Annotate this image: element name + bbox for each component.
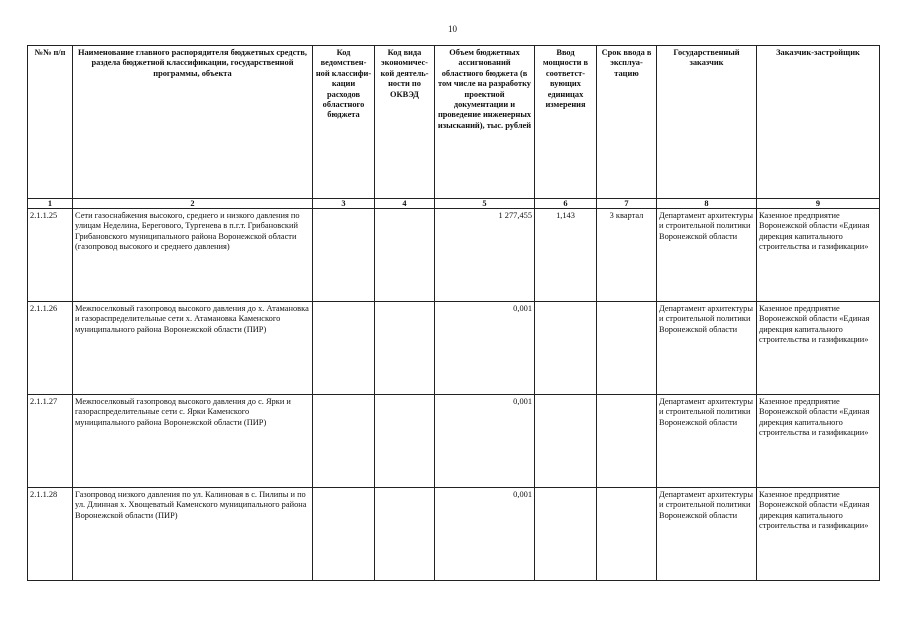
budget-code xyxy=(313,395,375,488)
capacity xyxy=(535,302,597,395)
header-cell: Заказчик-застройщик xyxy=(757,46,880,199)
capacity: 1,143 xyxy=(535,209,597,302)
state-customer: Департамент архитектуры и строительной политики Воронежской области xyxy=(657,488,757,581)
capacity xyxy=(535,488,597,581)
investment-objects-table xyxy=(27,45,880,581)
commissioning-term xyxy=(597,302,657,395)
commissioning-term xyxy=(597,488,657,581)
column-number-row xyxy=(28,199,880,209)
commissioning-term: 3 квартал xyxy=(597,209,657,302)
table-row xyxy=(28,488,880,581)
row-number: 2.1.1.27 xyxy=(28,395,73,488)
object-name: Межпоселковый газопровод высокого давления до с. Ярки и газораспределительные сети с. Ярки Каменского муниципального района Воронежской области (ПИР) xyxy=(73,395,313,488)
customer-developer: Казенное предприятие Воронежской области «Единая дирекция капитального строительства и газификации» xyxy=(757,302,880,395)
table-row xyxy=(28,209,880,302)
table-row xyxy=(28,395,880,488)
object-name: Газопровод низкого давления по ул. Калиновая в с. Пилипы и по ул. Длинная х. Хвощеватый Каменского муниципального района Воронежской области (ПИР) xyxy=(73,488,313,581)
budget-volume: 0,001 xyxy=(435,302,535,395)
budget-code xyxy=(313,209,375,302)
table-header-row xyxy=(28,46,880,199)
budget-code xyxy=(313,488,375,581)
header-cell: Объем бюджетных ассигнований областного бюджета (в том числе на разработку проектной документации и проведение инженерных изысканий), тыс. рублей xyxy=(435,46,535,199)
budget-volume: 1 277,455 xyxy=(435,209,535,302)
okved-code xyxy=(375,209,435,302)
header-cell: №№ п/п xyxy=(28,46,73,199)
budget-volume: 0,001 xyxy=(435,395,535,488)
okved-code xyxy=(375,302,435,395)
column-number: 9 xyxy=(757,199,880,209)
state-customer: Департамент архитектуры и строительной политики Воронежской области xyxy=(657,302,757,395)
page-number: 10 xyxy=(448,24,457,34)
column-number: 3 xyxy=(313,199,375,209)
okved-code xyxy=(375,395,435,488)
header-cell: Код вида экономичес-кой деятель-ности по ОКВЭД xyxy=(375,46,435,199)
row-number: 2.1.1.28 xyxy=(28,488,73,581)
customer-developer: Казенное предприятие Воронежской области «Единая дирекция капитального строительства и газификации» xyxy=(757,488,880,581)
row-number: 2.1.1.25 xyxy=(28,209,73,302)
column-number: 5 xyxy=(435,199,535,209)
column-number: 2 xyxy=(73,199,313,209)
header-cell: Государственный заказчик xyxy=(657,46,757,199)
okved-code xyxy=(375,488,435,581)
budget-code xyxy=(313,302,375,395)
capacity xyxy=(535,395,597,488)
object-name: Сети газоснабжения высокого, среднего и низкого давления по улицам Неделина, Берегового, Тургенева в п.г.т. Грибановский Грибановского муниципального района Воронежской области (газопровод высокого и среднего давления) xyxy=(73,209,313,302)
header-cell: Ввод мощности в соответст-вующих единицах измерения xyxy=(535,46,597,199)
header-cell: Код ведомствен-ной классифи-кации расходов областного бюджета xyxy=(313,46,375,199)
budget-volume: 0,001 xyxy=(435,488,535,581)
state-customer: Департамент архитектуры и строительной политики Воронежской области xyxy=(657,209,757,302)
customer-developer: Казенное предприятие Воронежской области «Единая дирекция капитального строительства и газификации» xyxy=(757,395,880,488)
table-row xyxy=(28,302,880,395)
header-cell: Срок ввода в эксплуа-тацию xyxy=(597,46,657,199)
row-number: 2.1.1.26 xyxy=(28,302,73,395)
customer-developer: Казенное предприятие Воронежской области «Единая дирекция капитального строительства и газификации» xyxy=(757,209,880,302)
state-customer: Департамент архитектуры и строительной политики Воронежской области xyxy=(657,395,757,488)
header-cell: Наименование главного распорядителя бюджетных средств, раздела бюджетной классификации, государственной программы, объекта xyxy=(73,46,313,199)
column-number: 7 xyxy=(597,199,657,209)
commissioning-term xyxy=(597,395,657,488)
object-name: Межпоселковый газопровод высокого давления до х. Атамановка и газораспределительные сети х. Атамановка Каменского муниципального района Воронежской области (ПИР) xyxy=(73,302,313,395)
column-number: 1 xyxy=(28,199,73,209)
column-number: 6 xyxy=(535,199,597,209)
column-number: 4 xyxy=(375,199,435,209)
column-number: 8 xyxy=(657,199,757,209)
